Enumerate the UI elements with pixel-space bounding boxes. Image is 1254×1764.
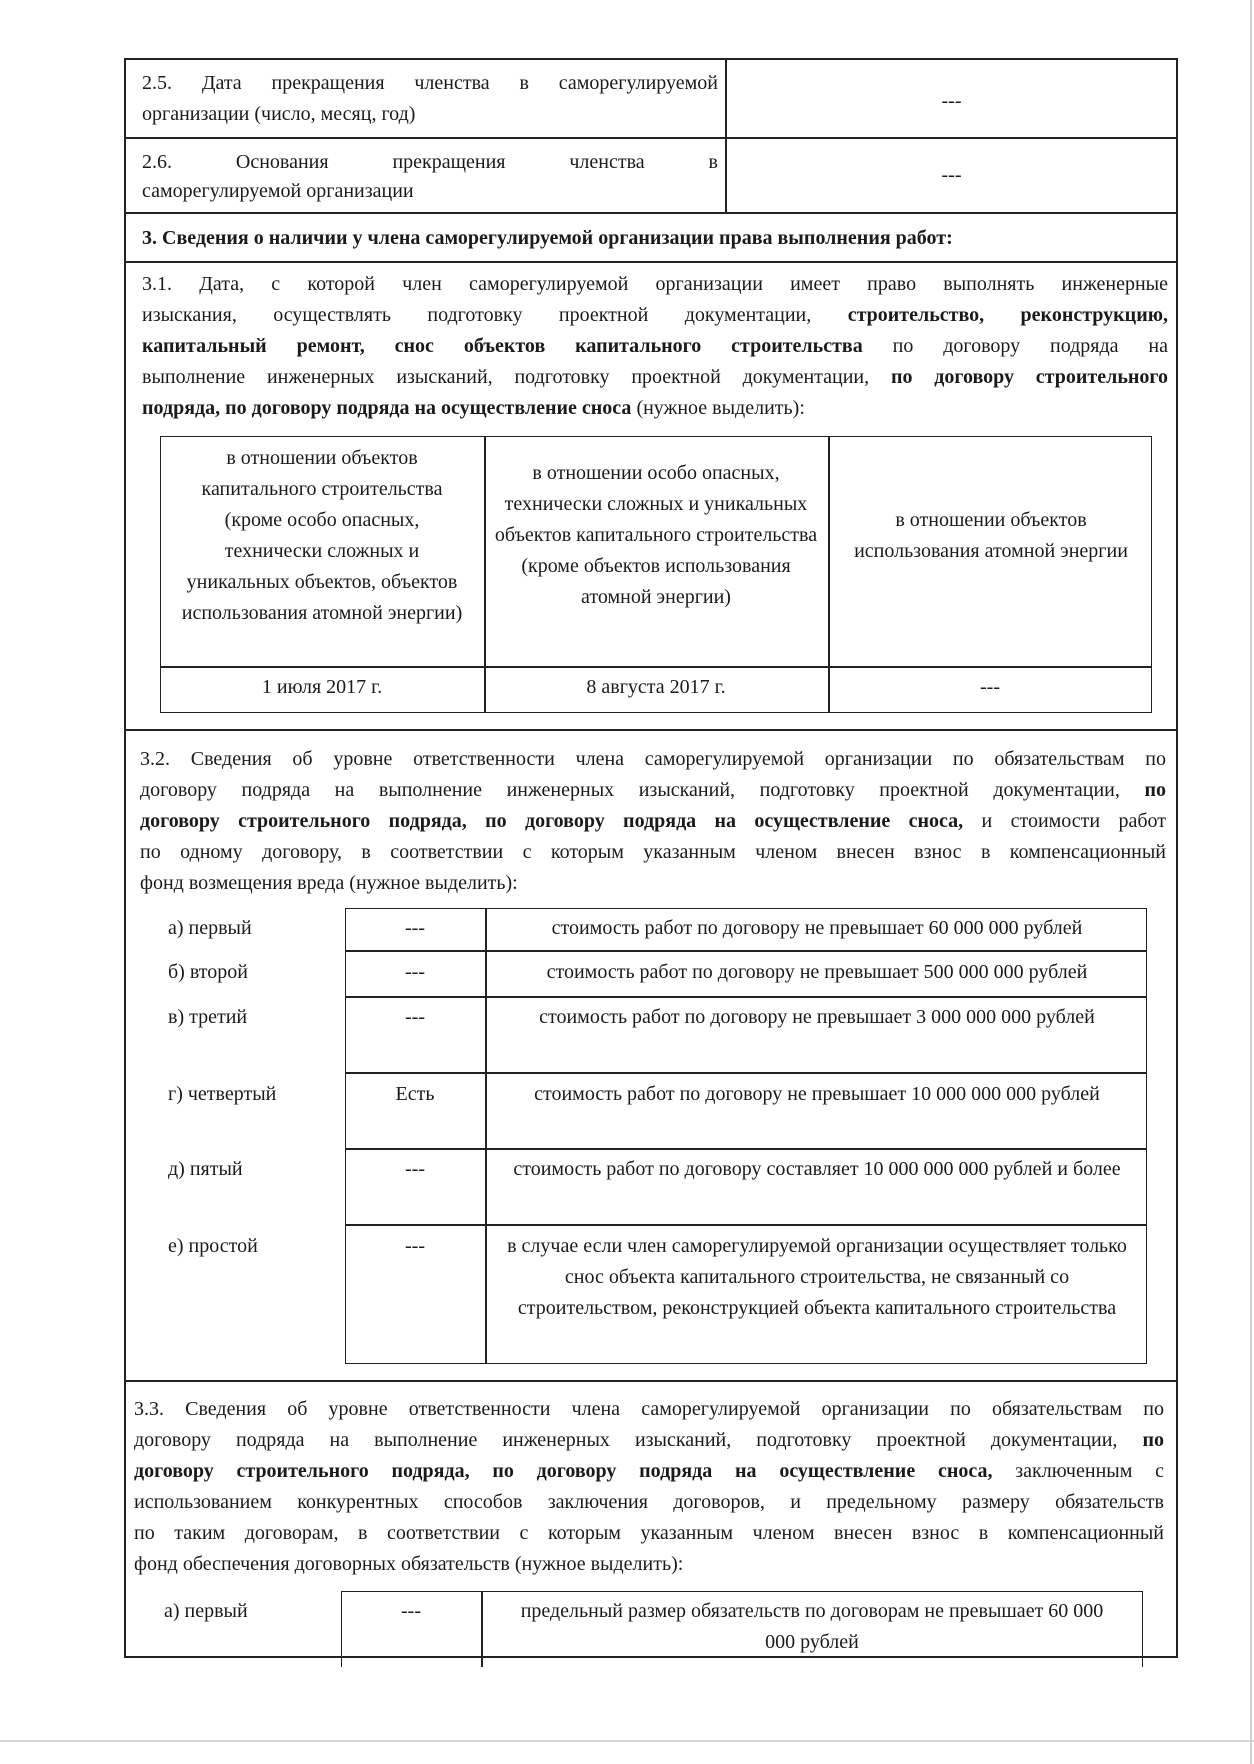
s32-level-desc-6: в случае если член саморегулируемой организации осуществляет только снос объекта капитального строительства, не связанный со строительством, реконструкцией объекта капитального строительства (507, 1235, 1127, 1319)
s32-line-2-bold: по (1144, 779, 1166, 801)
row-2-5-value: --- (941, 90, 962, 112)
s33-table-col-divider (481, 1591, 483, 1667)
s32-row-divider-3 (345, 1072, 1147, 1074)
row-2-5-label-line2: организации (число, месяц, год) (142, 103, 416, 125)
s32-row-divider-2 (345, 996, 1147, 998)
s33-level-desc-1: предельный размер обязательств по договорам не превышает 60 000 000 рублей (520, 1600, 1104, 1653)
s32-level-label-5: д) пятый (168, 1158, 243, 1180)
s32-row-divider-1 (345, 950, 1147, 952)
row-2-5-label-line1: 2.5. Дата прекращения членства в саморегулируемой (142, 72, 718, 94)
row-divider-25-26 (124, 137, 1178, 139)
row-2-6-word-5: в (708, 151, 718, 173)
row-2-6-word-2: Основания (235, 151, 329, 173)
s33-line-3-bold: договору строительного подряда, по договору подряда на осуществление сноса, (134, 1460, 993, 1482)
s32-level-label-6: е) простой (168, 1235, 258, 1257)
s31-header-1: в отношении объектов капитального строительства (кроме особо опасных, технически сложных и уникальных объектов, объектов использования атомной энергии) (181, 447, 463, 624)
s32-line-2-text: договору подряда на выполнение инженерных изысканий, подготовку проектной документации, (140, 779, 1120, 801)
s33-line-2 (134, 1425, 1164, 1456)
row-2-6-value: --- (941, 164, 962, 186)
s32-line-5: фонд возмещения вреда (нужное выделить): (140, 872, 518, 894)
s31-table-row-divider (160, 666, 1152, 668)
s32-line-1: 3.2. Сведения об уровне ответственности члена саморегулируемой организации по обязательствам по (140, 748, 1166, 770)
s32-level-label-2: б) второй (168, 961, 248, 983)
row-divider-26-3 (124, 212, 1178, 214)
s32-level-mark-6: --- (405, 1235, 425, 1257)
s31-line-4-bold: по договору строительного (890, 366, 1169, 388)
s33-line-2-bold: по (1142, 1429, 1164, 1451)
s32-level-desc-4: стоимость работ по договору не превышает 10 000 000 000 рублей (534, 1083, 1100, 1105)
row-divider-31-32 (124, 729, 1178, 731)
s32-level-mark-5: --- (405, 1158, 425, 1180)
s31-header-2: в отношении особо опасных, технически сложных и уникальных объектов капитального строительства (кроме объектов использования атомной энергии) (494, 462, 818, 608)
s32-level-desc-1: стоимость работ по договору не превышает 60 000 000 рублей (551, 917, 1083, 939)
row-2-6-label-line1 (142, 147, 718, 178)
s31-line-3-bold: капитальный ремонт, снос объектов капитального строительства (142, 335, 863, 357)
s33-level-label-1: а) первый (164, 1600, 248, 1622)
s32-level-desc-2: стоимость работ по договору не превышает 500 000 000 рублей (546, 961, 1088, 983)
row-2-6-word-3: прекращения (392, 151, 506, 173)
s33-line-3 (134, 1456, 1164, 1487)
s31-value-1: 1 июля 2017 г. (261, 676, 383, 698)
outer-right-border (1176, 58, 1178, 1658)
s31-line-5-bold: подряда, по договору подряда на осуществление сноса (142, 397, 632, 419)
s32-level-mark-2: --- (405, 961, 425, 983)
s31-line-2 (142, 300, 1168, 331)
s31-line-3 (142, 331, 1168, 362)
s33-line-3-tail: заключенным с (1015, 1460, 1165, 1482)
row-divider-3-31 (124, 261, 1178, 263)
s32-level-mark-3: --- (405, 1006, 425, 1028)
row-divider-32-33 (124, 1380, 1178, 1382)
s32-level-desc-5: стоимость работ по договору составляет 10 000 000 000 рублей и более (513, 1158, 1121, 1180)
row-2-6-label-line2: саморегулируемой организации (142, 180, 414, 202)
s32-line-2 (140, 775, 1166, 806)
s32-line-3 (140, 806, 1166, 837)
scan-right-edge (1250, 0, 1252, 1764)
s31-line-5 (142, 393, 1168, 424)
s33-line-1: 3.3. Сведения об уровне ответственности члена саморегулируемой организации по обязательствам по (134, 1398, 1164, 1420)
s33-line-2-text: договору подряда на выполнение инженерных изысканий, подготовку проектной документации, (134, 1429, 1118, 1451)
s31-line-2-bold: строительство, реконструкцию, (847, 304, 1168, 326)
s33-line-6: фонд обеспечения договорных обязательств (нужное выделить): (134, 1553, 684, 1575)
top-border (124, 58, 1178, 60)
s32-line-4: по одному договору, в соответствии с которым указанным членом внесен взнос в компенсационный (140, 841, 1166, 863)
s31-header-3: в отношении объектов использования атомной энергии (854, 509, 1128, 562)
s33-line-4: использованием конкурентных способов заключения договоров, и предельному размеру обязательств (134, 1491, 1164, 1513)
s31-line-2-text: изыскания, осуществлять подготовку проектной документации, (142, 304, 812, 326)
s32-level-label-4: г) четвертый (168, 1083, 277, 1105)
s31-value-3: --- (980, 676, 1000, 698)
s32-row-divider-4 (345, 1148, 1147, 1150)
s31-value-2: 8 августа 2017 г. (586, 676, 726, 698)
s32-level-label-1: а) первый (168, 917, 252, 939)
outer-left-border (124, 58, 126, 1658)
s32-level-label-3: в) третий (168, 1006, 248, 1028)
s32-row-divider-5 (345, 1224, 1147, 1226)
s31-line-3-tail: по договору подряда на (892, 335, 1168, 357)
s32-level-mark-1: --- (405, 917, 425, 939)
s31-line-4 (142, 362, 1168, 393)
scan-edge-line (0, 1740, 1254, 1742)
s32-level-desc-3: стоимость работ по договору не превышает 3 000 000 000 рублей (539, 1006, 1095, 1028)
s33-line-5: по таким договорам, в соответствии с которым указанным членом внесен взнос в компенсационный (134, 1522, 1164, 1544)
s31-line-4-text: выполнение инженерных изысканий, подготовку проектной документации, (142, 366, 870, 388)
s31-line-1: 3.1. Дата, с которой член саморегулируемой организации имеет право выполнять инженерные (142, 273, 1168, 295)
s32-level-mark-4: Есть (395, 1083, 435, 1105)
section-3-heading: 3. Сведения о наличии у члена саморегулируемой организации права выполнения работ: (142, 227, 953, 249)
s33-level-mark-1: --- (401, 1600, 421, 1622)
s32-table-col-divider (485, 908, 487, 1364)
row-2-6-word-4: членства (569, 151, 645, 173)
s31-line-5-tail: (нужное выделить): (636, 397, 805, 419)
s32-line-3-tail: и стоимости работ (981, 810, 1166, 832)
row-2-6-word-1: 2.6. (142, 151, 172, 173)
s32-line-3-bold: договору строительного подряда, по договору подряда на осуществление сноса, (140, 810, 964, 832)
